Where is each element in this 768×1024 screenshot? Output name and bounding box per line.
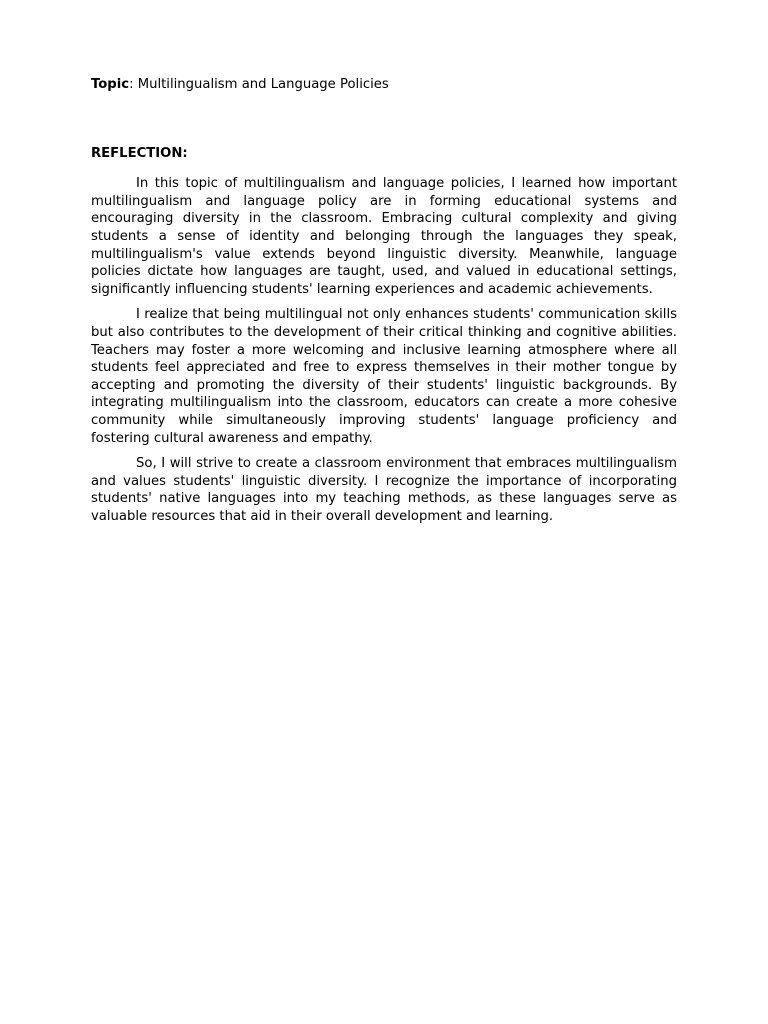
reflection-heading: REFLECTION: — [91, 145, 188, 161]
topic-line — [91, 76, 677, 94]
topic-label: Topic — [91, 77, 130, 92]
topic-text: Multilingualism and Language Policies — [137, 77, 389, 92]
paragraph-2: I realize that being multilingual not only enhances students' communication skills but also contributes to the development of their critical thinking and cognitive abilities. Teachers may foster a more welcoming and inclusive learning atmosphere where all students feel appreciated and free to express themselves in their mother tongue by accepting and promoting the diversity of their students' linguistic backgrounds. By integrating multilingualism into the classroom, educators can create a more cohesive community while simultaneously improving students' language proficiency and fostering cultural awareness and empathy. — [91, 307, 677, 446]
topic-separator: : — [129, 77, 138, 92]
paragraph-1: In this topic of multilingualism and language policies, I learned how important multilingualism and language policy are in forming educational systems and encouraging diversity in the classroom. Embracing cultural complexity and giving students a sense of identity and belonging through the languages they speak, multilingualism's value extends beyond linguistic diversity. Meanwhile, language policies dictate how languages are taught, used, and valued in educational settings, significantly influencing students' learning experiences and academic achievements. — [91, 176, 677, 297]
paragraph-3: So, I will strive to create a classroom environment that embraces multilingualism and values students' linguistic diversity. I recognize the importance of incorporating students' native languages into my teaching methods, as these languages serve as valuable resources that aid in their overall development and learning. — [91, 456, 677, 524]
document-body — [91, 76, 677, 525]
